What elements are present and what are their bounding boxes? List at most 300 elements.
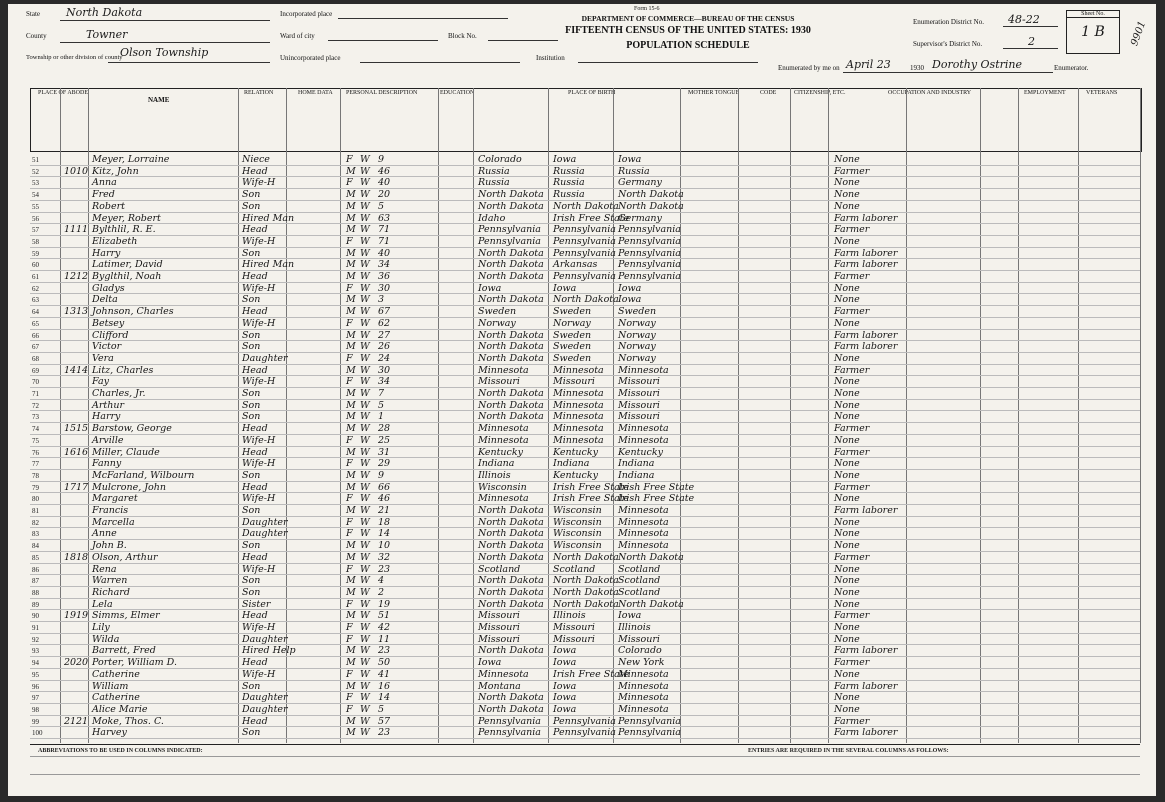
row-n: 93 [32,647,39,656]
row-fob: Iowa [553,657,577,669]
row-age: 34 [378,259,391,271]
row-rel: Son [242,575,261,587]
row-name: Wilda [92,633,120,645]
row-race: W [360,481,370,493]
ward-label: Ward of city [280,32,315,40]
row-fob: Missouri [553,622,595,633]
row-occ: Farmer [834,306,870,318]
row-occ: None [834,388,860,399]
row-n: 83 [32,530,39,539]
row-age: 14 [378,528,391,540]
row-name: Barstow, George [92,423,172,435]
row-name: Olson, Arthur [92,551,158,563]
row-rel: Head [242,364,268,376]
row-age: 66 [378,481,391,493]
row-n: 57 [32,226,39,235]
row-sex: M [346,306,356,318]
row-pob: North Dakota [478,505,544,516]
row-n: 58 [32,237,39,246]
row-dw: 18 [64,551,77,563]
row-pob: North Dakota [478,551,544,563]
row-name: Gladys [92,282,125,294]
row-fob: Kentucky [553,446,598,458]
row-rel: Son [242,540,261,552]
footer-abbrev: ABBREVIATIONS TO BE USED IN COLUMNS INDICATED: [38,748,203,754]
row-age: 21 [378,505,391,516]
row-n: 81 [32,507,39,515]
row-rel: Daughter [242,528,288,540]
row-sex: M [346,247,356,259]
row-race: W [360,306,370,318]
row-name: Meyer, Lorraine [92,154,170,165]
row-rel: Son [242,505,261,516]
row-sex: F [346,177,353,189]
row-rel: Daughter [242,352,288,364]
row-occ: None [834,282,860,294]
row-occ: None [834,598,860,610]
row-n: 55 [32,202,39,211]
row-mob: Irish Free State [618,481,695,493]
row-name: Meyer, Robert [92,212,161,224]
row-age: 23 [378,727,391,739]
row-fob: Wisconsin [553,540,602,552]
row-age: 23 [378,645,391,657]
row-age: 26 [378,341,391,353]
stamp-number: 9901 [1129,19,1149,48]
row-dw: 21 [64,715,77,727]
row-n: 67 [32,343,39,352]
row-occ: None [834,668,860,680]
row-rel: Daughter [242,692,288,704]
row-race: W [360,645,370,657]
row-age: 4 [378,575,385,587]
row-race: W [360,446,370,458]
row-age: 30 [378,364,391,376]
row-fob: Wisconsin [553,516,602,528]
row-name: Margaret [92,493,138,505]
row-age: 32 [378,551,391,563]
row-dw: 19 [64,610,77,622]
row-occ: None [834,189,860,201]
row-race: W [360,551,370,563]
row-rel: Son [242,247,261,259]
row-pob: Minnesota [478,668,529,680]
enumerator-name: Dorothy Ostrine [932,58,1022,71]
row-age: 57 [378,715,391,727]
row-pob: Minnesota [478,364,529,376]
row-race: W [360,516,370,528]
row-age: 67 [378,306,391,318]
row-race: W [360,540,370,552]
row-rel: Head [242,481,268,493]
row-race: W [360,294,370,306]
row-occ: Farm laborer [834,727,898,739]
row-sex: F [346,376,353,388]
row-race: W [360,703,370,715]
row-name: Fay [92,376,109,388]
row-mob: Missouri [618,388,660,399]
row-race: W [360,727,370,739]
row-occ: None [834,376,860,388]
row-fob: Pennsylvania [553,235,616,247]
row-n: 96 [32,682,39,691]
row-fob: Minnesota [553,423,604,435]
row-fob: Irish Free State [553,668,630,680]
row-occ: None [834,399,860,411]
row-rel: Head [242,551,268,563]
row-name: Litz, Charles [92,364,154,376]
row-mob: Scotland [618,575,661,587]
row-dw: 13 [64,306,77,318]
row-sex: M [346,388,356,399]
row-name: Bylthlil, R. E. [92,224,156,236]
row-fam: 19 [76,610,89,622]
row-fob: Iowa [553,703,577,715]
row-sex: F [346,154,353,165]
row-occ: Farmer [834,446,870,458]
row-age: 27 [378,329,391,341]
row-name: Marcella [92,516,135,528]
row-pob: North Dakota [478,516,544,528]
row-rel: Wife-H [242,235,276,247]
row-race: W [360,715,370,727]
section-veterans: VETERANS [1086,90,1118,96]
enumerated-date: April 23 [846,58,891,71]
row-name: Rena [92,563,117,575]
row-fob: Russia [553,189,585,201]
row-age: 5 [378,200,385,212]
row-race: W [360,329,370,341]
row-rel: Head [242,423,268,435]
row-rel: Son [242,680,261,692]
row-n: 73 [32,413,39,422]
row-name: Moke, Thos. C. [92,715,164,727]
row-n: 78 [32,471,39,480]
row-fob: Pennsylvania [553,224,616,236]
row-dw: 15 [64,423,77,435]
row-n: 63 [32,296,39,305]
row-fob: Illinois [553,610,586,622]
section-education: EDUCATION [440,90,475,96]
row-occ: Farmer [834,551,870,563]
institution-label: Institution [536,54,565,62]
row-n: 51 [32,156,39,164]
row-race: W [360,610,370,622]
row-fam: 11 [76,224,89,236]
row-race: W [360,469,370,481]
row-occ: Farm laborer [834,645,898,657]
row-rel: Son [242,329,261,341]
row-fob: Minnesota [553,388,604,399]
row-n: 64 [32,308,39,317]
row-name: Kitz, John [92,165,139,177]
row-age: 31 [378,446,391,458]
row-occ: None [834,352,860,364]
row-age: 20 [378,189,391,201]
row-name: Elizabeth [92,235,138,247]
row-sex: M [346,575,356,587]
row-name: Francis [92,505,129,516]
row-name: Delta [92,294,118,306]
row-race: W [360,680,370,692]
row-mob: Indiana [618,469,655,481]
row-mob: Pennsylvania [618,271,681,282]
row-mob: Minnesota [618,540,669,552]
row-race: W [360,493,370,505]
row-name: Alice Marie [92,703,148,715]
row-race: W [360,434,370,446]
row-n: 87 [32,577,39,586]
row-n: 86 [32,565,39,574]
row-fob: Norway [553,317,591,329]
row-n: 91 [32,624,39,632]
row-n: 95 [32,670,39,679]
row-sex: F [346,622,353,633]
row-name: John B. [92,540,127,552]
row-fam: 18 [76,551,89,563]
row-rel: Wife-H [242,282,276,294]
row-age: 51 [378,610,391,622]
row-mob: Minnesota [618,528,669,540]
row-name: Arville [92,434,124,446]
row-n: 76 [32,448,39,457]
row-fob: Arkansas [553,259,598,271]
row-mob: Iowa [618,282,642,294]
row-rel: Head [242,271,268,282]
row-fob: Irish Free State [553,212,630,224]
row-race: W [360,458,370,470]
row-pob: North Dakota [478,540,544,552]
row-sex: M [346,411,356,423]
row-pob: Sweden [478,306,517,318]
row-sex: M [346,364,356,376]
row-rel: Wife-H [242,317,276,329]
row-pob: Colorado [478,154,522,165]
row-n: 77 [32,460,39,469]
row-rel: Head [242,715,268,727]
row-sex: F [346,282,353,294]
row-mob: Kentucky [618,446,663,458]
footer-entries-note: ENTRIES ARE REQUIRED IN THE SEVERAL COLUMNS AS FOLLOWS: [748,748,949,754]
row-pob: North Dakota [478,271,544,282]
row-name: Fred [92,189,115,201]
row-name: Barrett, Fred [92,645,156,657]
row-rel: Daughter [242,633,288,645]
row-sex: M [346,551,356,563]
row-fam: 15 [76,423,89,435]
census-sheet [8,4,1156,796]
row-occ: None [834,294,860,306]
row-fob: North Dakota [553,551,619,563]
row-age: 71 [378,235,391,247]
row-occ: Farmer [834,481,870,493]
row-fob: North Dakota [553,598,619,610]
row-race: W [360,388,370,399]
row-occ: None [834,154,860,165]
row-n: 65 [32,319,39,328]
row-name: William [92,680,129,692]
row-race: W [360,563,370,575]
row-fob: Minnesota [553,364,604,376]
row-name: Catherine [92,692,140,704]
row-sex: F [346,434,353,446]
row-rel: Head [242,224,268,236]
row-n: 74 [32,425,39,434]
row-pob: Pennsylvania [478,235,541,247]
row-fob: Iowa [553,282,577,294]
row-pob: Missouri [478,610,520,622]
row-rel: Daughter [242,703,288,715]
row-pob: Minnesota [478,493,529,505]
row-occ: Farmer [834,224,870,236]
row-race: W [360,528,370,540]
row-sex: M [346,505,356,516]
row-fob: Scotland [553,563,596,575]
row-race: W [360,271,370,282]
row-n: 84 [32,542,39,551]
row-sex: M [346,446,356,458]
row-age: 10 [378,540,391,552]
row-fob: Pennsylvania [553,727,616,739]
row-n: 56 [32,214,39,223]
row-age: 14 [378,692,391,704]
incorporated-label: Incorporated place [280,10,333,18]
row-mob: Irish Free State [618,493,695,505]
row-fob: North Dakota [553,586,619,598]
row-age: 29 [378,458,391,470]
row-name: Catherine [92,668,140,680]
row-rel: Son [242,469,261,481]
row-occ: Farmer [834,423,870,435]
row-mob: Norway [618,341,656,353]
row-occ: Farmer [834,165,870,177]
row-sex: M [346,399,356,411]
row-fob: Sweden [553,341,592,353]
row-occ: Farm laborer [834,341,898,353]
row-pob: Scotland [478,563,521,575]
row-n: 79 [32,483,39,492]
row-race: W [360,505,370,516]
row-mob: Iowa [618,610,642,622]
row-mob: Germany [618,212,662,224]
row-sex: F [346,317,353,329]
row-pob: North Dakota [478,294,544,306]
row-pob: Missouri [478,622,520,633]
row-name: Vera [92,352,114,364]
row-occ: None [834,575,860,587]
row-age: 5 [378,703,385,715]
row-rel: Wife-H [242,563,276,575]
township-value: Olson Township [120,46,209,59]
block-label: Block No. [448,32,477,40]
row-mob: Minnesota [618,516,669,528]
row-n: 71 [32,390,39,398]
row-race: W [360,189,370,201]
row-fob: Wisconsin [553,505,602,516]
row-sex: F [346,598,353,610]
row-rel: Head [242,657,268,669]
section-home: HOME DATA [298,90,333,96]
row-sex: F [346,516,353,528]
row-race: W [360,364,370,376]
row-n: 97 [32,694,39,703]
row-age: 9 [378,469,385,481]
row-sex: M [346,224,356,236]
row-mob: Missouri [618,633,660,645]
row-age: 24 [378,352,391,364]
row-occ: None [834,177,860,189]
row-mob: Minnesota [618,505,669,516]
row-n: 66 [32,331,39,340]
row-sex: F [346,493,353,505]
row-fob: Sweden [553,329,592,341]
row-dw: 16 [64,446,77,458]
row-fob: Russia [553,165,585,177]
row-age: 30 [378,282,391,294]
row-mob: Pennsylvania [618,235,681,247]
row-mob: Minnesota [618,692,669,704]
row-rel: Sister [242,598,271,610]
row-mob: Norway [618,329,656,341]
row-dw: 14 [64,364,77,376]
row-race: W [360,575,370,587]
row-mob: Colorado [618,645,662,657]
row-sex: M [346,645,356,657]
row-race: W [360,633,370,645]
row-race: W [360,317,370,329]
row-name: Harry [92,411,121,423]
row-age: 62 [378,317,391,329]
row-rel: Head [242,446,268,458]
row-sex: F [346,668,353,680]
row-occ: None [834,540,860,552]
row-dw: 20 [64,657,77,669]
row-rel: Wife-H [242,668,276,680]
row-race: W [360,341,370,353]
row-pob: Idaho [478,212,506,224]
row-occ: Farm laborer [834,247,898,259]
row-race: W [360,411,370,423]
row-age: 40 [378,247,391,259]
county-value: Towner [86,28,128,41]
row-age: 2 [378,586,385,598]
sheet-value: 1 B [1081,24,1105,40]
department-title: DEPARTMENT OF COMMERCE—BUREAU OF THE CENSUS [581,14,795,23]
township-label: Township or other division of county [26,54,123,61]
row-name: Latimer, David [92,259,163,271]
row-mob: Norway [618,352,656,364]
row-age: 63 [378,212,391,224]
row-mob: Germany [618,177,662,189]
row-n: 92 [32,635,39,644]
section-employment: EMPLOYMENT [1024,90,1066,96]
row-fam: 12 [76,271,89,282]
row-name: Clifford [92,329,129,341]
row-pob: Norway [478,317,516,329]
row-fob: Minnesota [553,399,604,411]
row-occ: Farm laborer [834,212,898,224]
row-mob: Minnesota [618,703,669,715]
row-fob: Pennsylvania [553,271,616,282]
row-race: W [360,165,370,177]
row-occ: None [834,434,860,446]
row-dw: 11 [64,224,77,236]
row-n: 89 [32,600,39,609]
row-sex: M [346,481,356,493]
row-name: Victor [92,341,122,353]
row-mob: Iowa [618,154,642,165]
row-rel: Hired Help [242,645,296,657]
